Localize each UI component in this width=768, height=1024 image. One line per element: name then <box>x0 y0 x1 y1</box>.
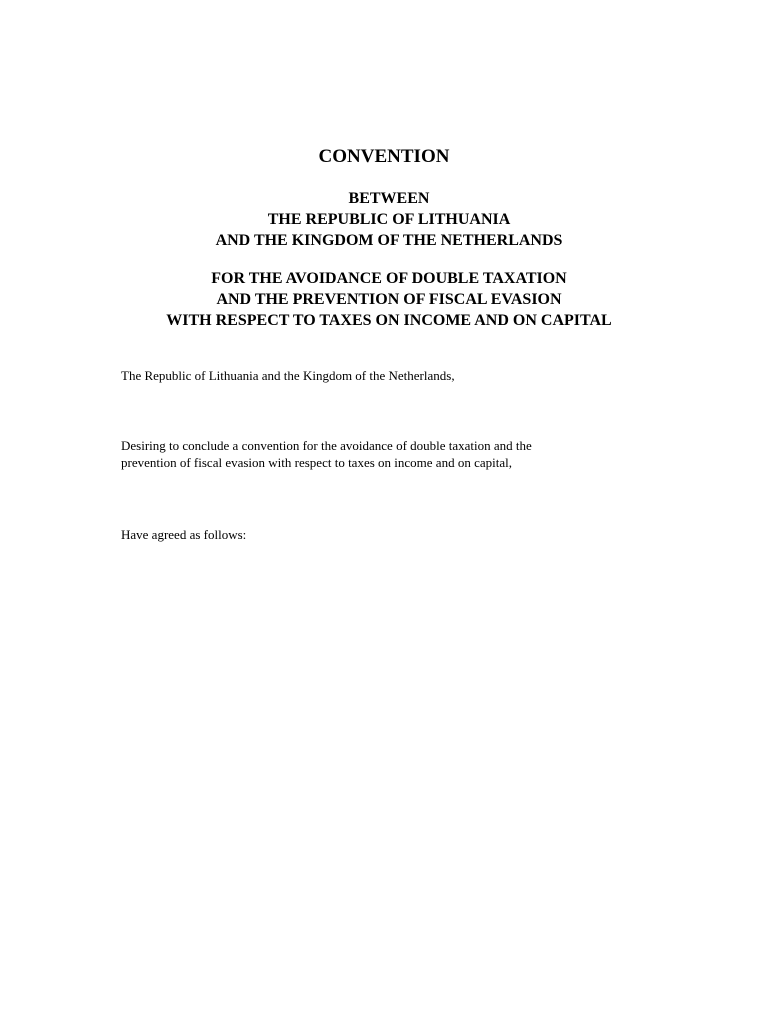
parties-heading-line: AND THE KINGDOM OF THE NETHERLANDS <box>215 232 563 249</box>
preamble-desiring-paragraph <box>121 437 681 471</box>
parties-heading <box>0 188 768 251</box>
purpose-heading-line: AND THE PREVENTION OF FISCAL EVASION <box>216 291 562 308</box>
preamble-agreed-paragraph <box>121 526 681 543</box>
purpose-heading <box>0 268 768 331</box>
purpose-heading-line: WITH RESPECT TO TAXES ON INCOME AND ON CAPITAL <box>166 312 612 329</box>
document-title: CONVENTION <box>318 146 450 167</box>
parties-heading-line: BETWEEN <box>348 190 430 207</box>
paragraph-line: Have agreed as follows: <box>121 527 247 542</box>
parties-heading-line: THE REPUBLIC OF LITHUANIA <box>267 211 511 228</box>
paragraph-line: prevention of fiscal evasion with respect to taxes on income and on capital, <box>121 455 512 470</box>
purpose-heading-line: FOR THE AVOIDANCE OF DOUBLE TAXATION <box>211 270 567 287</box>
paragraph-line: Desiring to conclude a convention for the avoidance of double taxation and the <box>121 438 532 453</box>
paragraph-line: The Republic of Lithuania and the Kingdom of the Netherlands, <box>121 368 455 383</box>
preamble-parties-paragraph <box>121 367 681 384</box>
